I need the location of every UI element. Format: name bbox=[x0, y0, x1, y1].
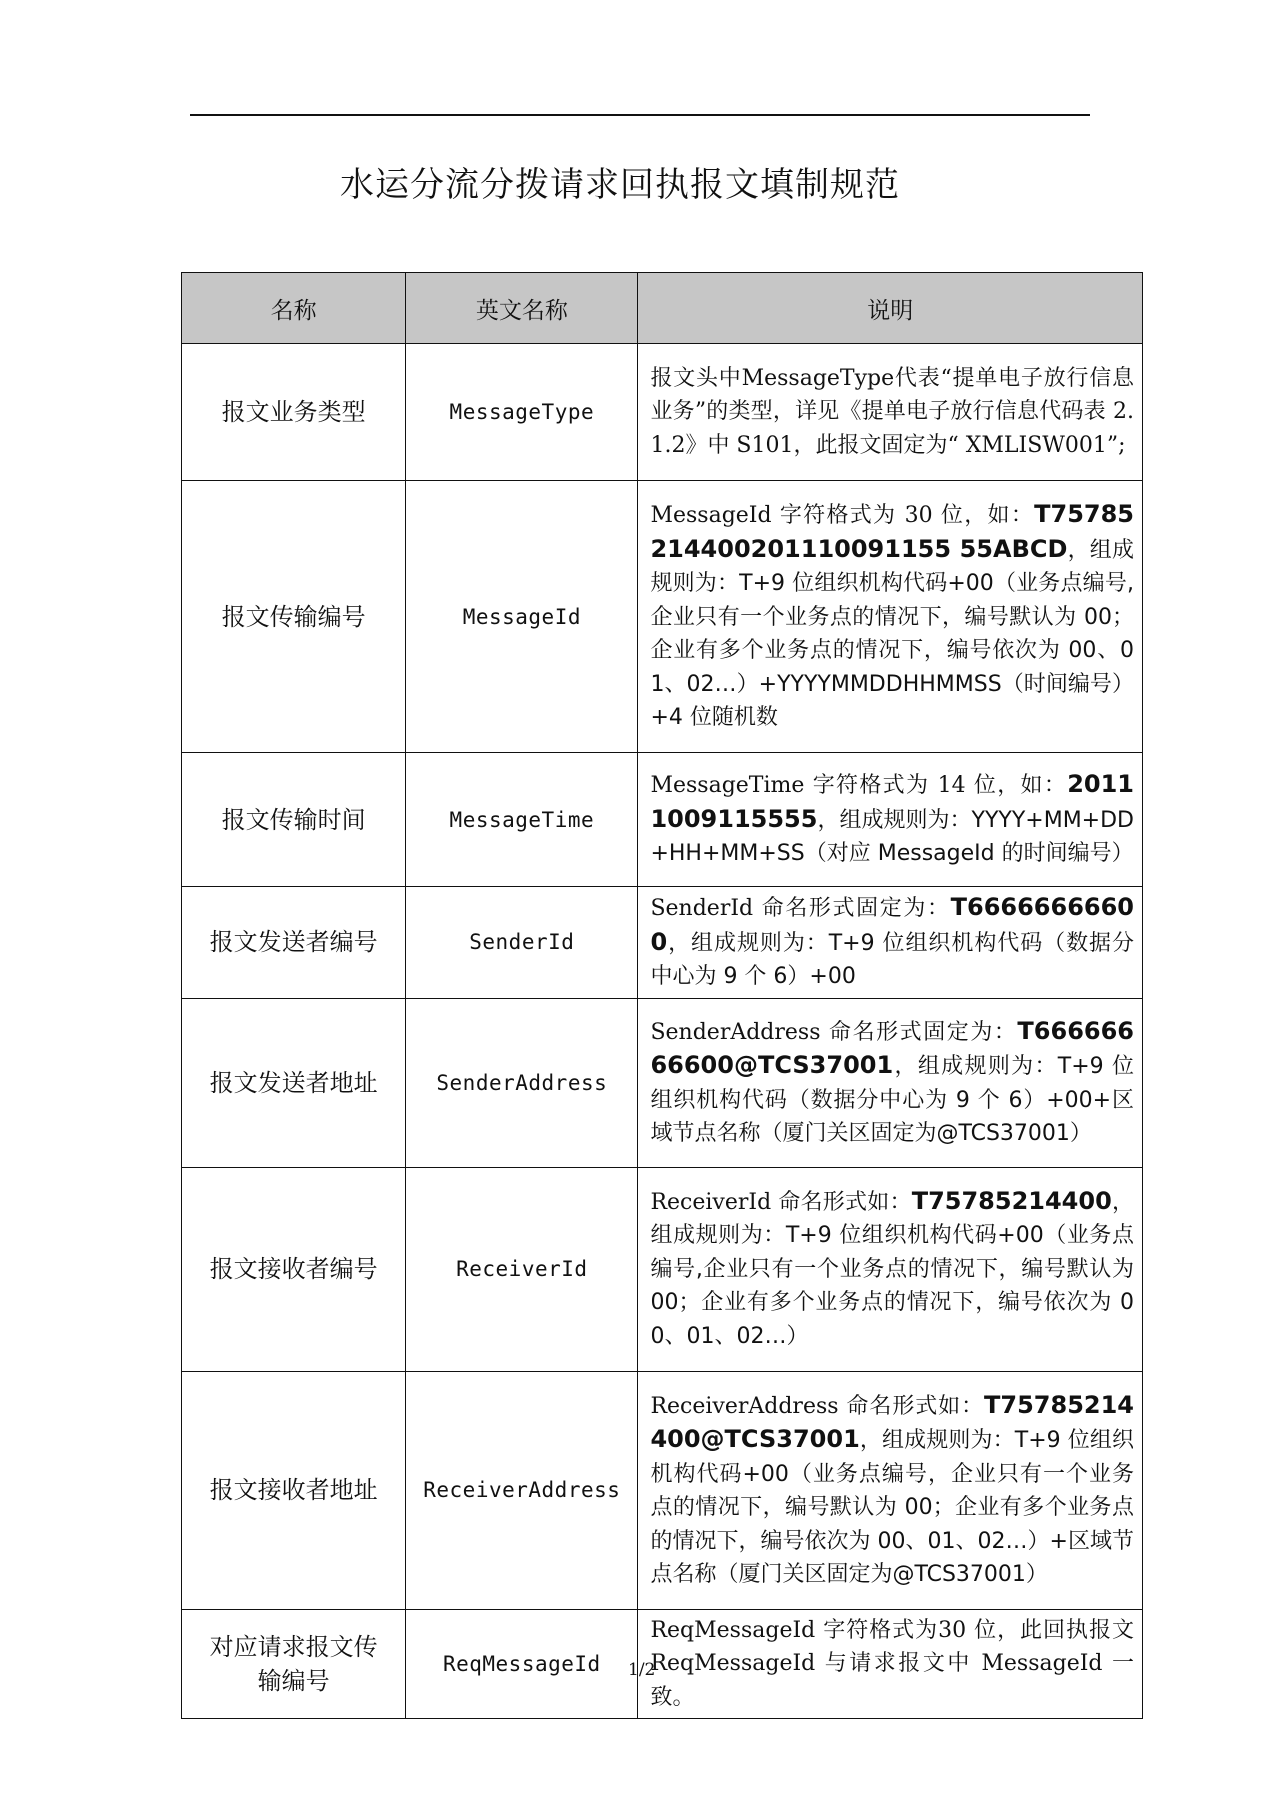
row-english-name: SenderAddress bbox=[406, 998, 638, 1167]
row-english-name: MessageId bbox=[406, 481, 638, 753]
row-description bbox=[638, 1167, 1143, 1371]
row-english-name: SenderId bbox=[406, 887, 638, 999]
header-rule bbox=[190, 114, 1090, 116]
desc-text: ，组成规则为：T+9 位组织机构代码+00（业务点编号，企业只有一个业务点的情况下，编号默认为 00；企业有多个业务点的情况下，编号依次为 00、01、02…）+区域节点名称（厦门关区固定为@TCS37001） bbox=[650, 1428, 1134, 1587]
desc-text: ，组成规则为：T+9 位组织机构代码+00（业务点编号,企业只有一个业务点的情况下，编号默认为 00；企业有多个业务点的情况下，编号依次为 00、01、02…）+YYYYMMDDHHMMSS（时间编号）+4 位随机数 bbox=[650, 537, 1134, 731]
row-name: 报文传输编号 bbox=[182, 481, 406, 753]
row-english-name: ReceiverAddress bbox=[406, 1371, 638, 1609]
row-description bbox=[638, 344, 1143, 481]
desc-text: ，组成规则为：T+9 位组织机构代码+00（业务点编号,企业只有一个业务点的情况下，编号默认为 00；企业有多个业务点的情况下，编号依次为 00、01、02…） bbox=[650, 1189, 1134, 1349]
row-name: 报文传输时间 bbox=[182, 753, 406, 887]
row-name: 报文发送者编号 bbox=[182, 887, 406, 999]
table-row bbox=[182, 481, 1143, 753]
desc-text: SenderId 命名形式固定为： bbox=[650, 896, 951, 921]
row-english-name: MessageType bbox=[406, 344, 638, 481]
desc-text: ，组成规则为：T+9 位组织机构代码（数据分中心为 9 个 6）+00+区域节点名称（厦门关区固定为@TCS37001） bbox=[650, 1054, 1134, 1146]
table-row bbox=[182, 1609, 1143, 1719]
page-number: 1/2 bbox=[628, 1660, 656, 1680]
table-row bbox=[182, 887, 1143, 999]
row-description bbox=[638, 1371, 1143, 1609]
header-description: 说明 bbox=[638, 273, 1143, 344]
row-english-name: ReqMessageId bbox=[406, 1609, 638, 1719]
row-description bbox=[638, 887, 1143, 999]
table-row bbox=[182, 1371, 1143, 1609]
spec-table bbox=[181, 272, 1143, 1719]
desc-text: SenderAddress 命名形式固定为： bbox=[650, 1019, 1018, 1045]
row-name: 报文发送者地址 bbox=[182, 998, 406, 1167]
desc-example-value: T75785214400@TCS37001 bbox=[650, 1390, 1134, 1453]
desc-text: 报文头中MessageType代表“提单电子放行信息业务”的类型，详见《提单电子放行信息代码表 2.1.2》中 S101，此报文固定为“ XMLISW001”; bbox=[650, 365, 1134, 458]
row-name: 报文接收者编号 bbox=[182, 1167, 406, 1371]
row-description bbox=[638, 481, 1143, 753]
row-name: 对应请求报文传输编号 bbox=[182, 1609, 406, 1719]
desc-example-value: T66666666600@TCS37001 bbox=[650, 1016, 1134, 1079]
table-row bbox=[182, 344, 1143, 481]
row-name: 报文业务类型 bbox=[182, 344, 406, 481]
desc-text: MessageTime 字符格式为 14 位，如： bbox=[650, 773, 1068, 799]
desc-text: ReceiverId 命名形式如： bbox=[650, 1189, 912, 1215]
document-title: 水运分流分拨请求回执报文填制规范 bbox=[340, 165, 900, 205]
header-name: 名称 bbox=[182, 273, 406, 344]
table-row bbox=[182, 998, 1143, 1167]
desc-text: ，组成规则为：YYYY+MM+DD+HH+MM+SS（对应 MessageId 的时间编号） bbox=[650, 807, 1134, 867]
desc-example-value: 20111009115555 bbox=[650, 770, 1134, 833]
row-name: 报文接收者地址 bbox=[182, 1371, 406, 1609]
row-english-name: ReceiverId bbox=[406, 1167, 638, 1371]
table-row bbox=[182, 753, 1143, 887]
table-row bbox=[182, 1167, 1143, 1371]
row-english-name: MessageTime bbox=[406, 753, 638, 887]
row-description bbox=[638, 998, 1143, 1167]
desc-text: ReqMessageId 字符格式为30 位，此回执报文 ReqMessageId 与请求报文中 MessageId 一致。 bbox=[650, 1617, 1134, 1710]
row-description bbox=[638, 753, 1143, 887]
desc-example-value: T75785214400201110091155 55ABCD bbox=[650, 500, 1134, 563]
desc-text: MessageId 字符格式为 30 位，如： bbox=[650, 503, 1035, 529]
header-english-name: 英文名称 bbox=[406, 273, 638, 344]
row-description bbox=[638, 1609, 1143, 1719]
desc-text: ReceiverAddress 命名形式如： bbox=[650, 1393, 985, 1419]
desc-text: ，组成规则为：T+9 位组织机构代码（数据分中心为 9 个 6）+00 bbox=[650, 930, 1134, 989]
desc-example-value: T66666666600 bbox=[650, 893, 1134, 956]
table-header-row bbox=[182, 273, 1143, 344]
desc-example-value: T75785214400 bbox=[911, 1186, 1112, 1215]
